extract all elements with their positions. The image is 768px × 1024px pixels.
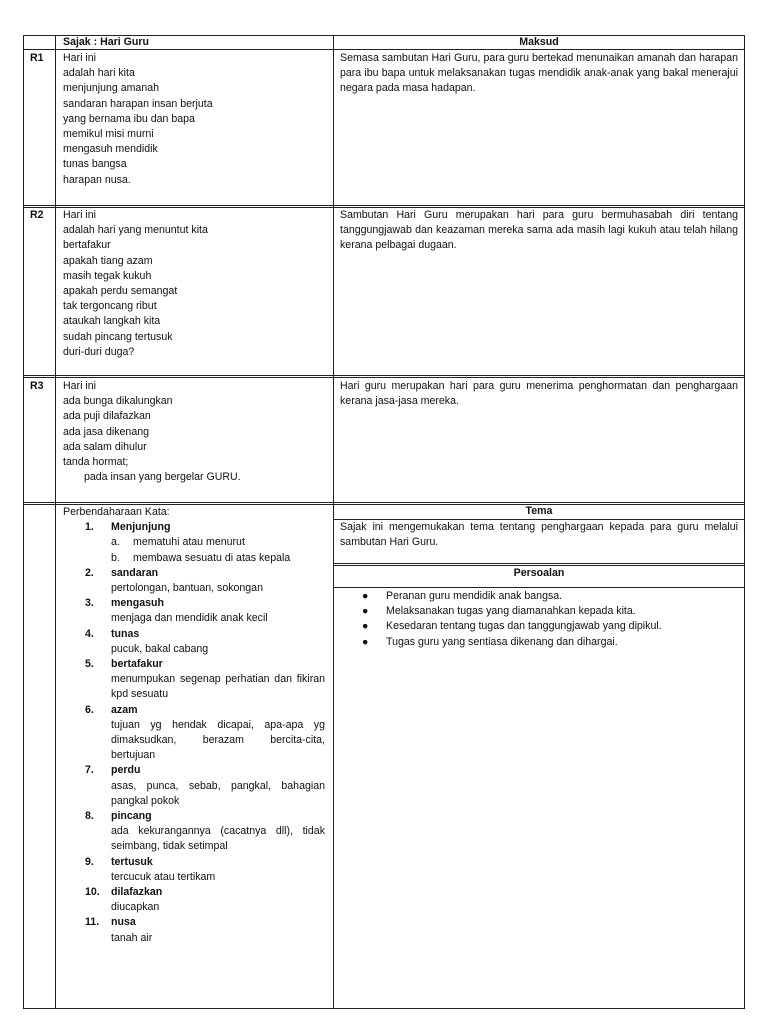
vocab-definition: menjaga dan mendidik anak kecil [111,612,268,625]
sub-text: membawa sesuatu di atas kepala [133,551,291,564]
vocab-term: sandaran [111,566,159,579]
vocab-number: 8. [85,810,94,823]
vocab-term: pincang [111,810,152,823]
vocab-term: dilafazkan [111,886,163,899]
vocab-item [63,703,325,764]
vocab-title: Perbendaharaan Kata: [63,506,170,518]
vocab-definition: pertolongan, bantuan, sokongan [111,582,263,595]
row-label-r2: R2 [30,209,44,221]
row-label-r3: R3 [30,380,44,392]
vocab-item [63,657,325,703]
stanza-r2 [63,208,208,360]
vocab-number: 3. [85,597,94,610]
border-line [23,502,745,503]
vocab-list [63,520,325,946]
persoalan-item [340,589,738,604]
poem-line: tunas bangsa [63,158,127,171]
meaning-r1: Semasa sambutan Hari Guru, para guru bertekad menunaikan amanah dan harapan para ibu bapa untuk melaksanakan tugas mendidik anak-anak yang bakal menerajui negara pada masa hadapan. [340,52,738,95]
vocab-definition: menumpukan segenap perhatian dan fikiran kpd sesuatu [111,673,325,701]
vocab-number: 2. [85,566,94,579]
poem-line: Hari ini [63,52,96,64]
poem-line: adalah hari kita [63,67,135,80]
poem-line: ada salam dihulur [63,440,147,453]
header-meaning: Maksud [519,36,559,48]
border-line [23,205,745,206]
vocab-definition: tercucuk atau tertikam [111,870,216,883]
poem-line: masih tegak kukuh [63,269,152,282]
vocab-item [63,520,325,566]
vocab-number: 11. [85,916,100,929]
sub-letter: a. [111,536,120,549]
persoalan-text: Peranan guru mendidik anak bangsa. [386,590,563,602]
poem-line: ataukah langkah kita [63,315,161,328]
poem-line: sudah pincang tertusuk [63,330,173,343]
poem-line: duri-duri duga? [63,345,135,358]
vocab-definition: asas, punca, sebab, pangkal, bahagian pangkal pokok [111,779,325,807]
poem-line: pada insan yang bergelar GURU. [84,471,241,484]
poem-line: apakah perdu semangat [63,285,178,298]
vocab-section [63,505,325,946]
vocab-term: Menjunjung [111,521,171,534]
vocab-term: azam [111,703,138,716]
poem-line: tak tergoncang ribut [63,300,157,313]
vocab-definition: tanah air [111,931,153,944]
vocab-item [63,915,325,945]
border-line [55,35,56,1009]
vocab-number: 5. [85,658,94,671]
vocab-sub-item [111,551,325,566]
poem-line: adalah hari yang menuntut kita [63,224,208,237]
poem-line: harapan nusa. [63,173,131,186]
bullet-icon: ● [362,620,369,633]
vocab-item [63,566,325,596]
poem-line: menjunjung amanah [63,82,160,95]
sub-text: mematuhi atau menurut [133,536,245,549]
vocab-item [63,763,325,809]
persoalan-text: Melaksanakan tugas yang diamanahkan kepada kita. [386,605,636,618]
poem-line: mengasuh mendidik [63,143,158,156]
sub-letter: b. [111,551,120,564]
vocab-term: perdu [111,764,141,777]
persoalan-item [340,604,738,619]
border-line [333,563,745,564]
vocab-definition: diucapkan [111,901,160,914]
vocab-number: 6. [85,703,94,716]
persoalan-text: Tugas guru yang sentiasa dikenang dan dihargai. [386,635,618,648]
poem-line: sandaran harapan insan berjuta [63,97,213,110]
border-line [23,35,24,1009]
vocab-definition: ada kekurangannya (cacatnya dll), tidak seimbang, tidak setimpal [111,825,325,853]
bullet-icon: ● [362,635,369,648]
persoalan-item [340,635,738,650]
vocab-number: 4. [85,627,94,640]
vocab-item [63,627,325,657]
vocab-item [63,809,325,855]
persoalan-title: Persoalan [513,567,565,579]
poem-line: tanda hormat; [63,456,129,469]
vocab-definition: tujuan yg hendak dicapai, apa-apa yg dimaksudkan, berazam bercita-cita, bertujuan [111,718,325,762]
vocab-definition: pucuk, bakal cabang [111,642,209,655]
tema-text: Sajak ini mengemukakan tema tentang penghargaan kepada para guru melalui sambutan Hari Guru. [340,521,738,549]
vocab-term: tertusuk [111,855,153,868]
vocab-number: 10. [85,886,100,899]
border-line [23,1008,745,1009]
poem-line: apakah tiang azam [63,254,153,267]
vocab-number: 1. [85,521,94,534]
vocab-item [63,855,325,885]
poem-line: ada jasa dikenang [63,425,149,438]
border-line [744,35,745,1009]
header-poem-title: Sajak : Hari Guru [63,36,149,48]
vocab-sub-list [111,535,325,565]
vocab-term: tunas [111,627,140,640]
vocab-item [63,596,325,626]
persoalan-item [340,619,738,634]
stanza-r1 [63,51,213,188]
vocab-term: bertafakur [111,658,163,671]
border-line [23,377,745,378]
vocab-sub-item [111,535,325,550]
poem-line: ada puji dilafazkan [63,410,151,423]
vocab-number: 7. [85,764,94,777]
vocab-item [63,885,325,915]
poem-line: Hari ini [63,380,96,392]
border-line [333,35,334,1009]
poem-line: yang bernama ibu dan bapa [63,112,195,125]
vocab-term: nusa [111,916,136,929]
meaning-r2: Sambutan Hari Guru merupakan hari para guru bermuhasabah diri tentang tanggungjawab dan keazaman mereka sama ada masih lagi kukuh atau telah hilang kerana pelbagai dugaan. [340,209,738,252]
bullet-icon: ● [362,590,369,602]
border-line [333,587,745,588]
persoalan-list [340,589,738,650]
vocab-term: mengasuh [111,597,164,610]
bullet-icon: ● [362,605,369,618]
meaning-r3: Hari guru merupakan hari para guru menerima penghormatan dan penghargaan kerana jasa-jasa mereka. [340,380,738,408]
poem-line: memikul misi murni [63,128,154,141]
persoalan-text: Kesedaran tentang tugas dan tanggungjawab yang dipikul. [386,620,662,633]
vocab-number: 9. [85,855,94,868]
stanza-r3 [63,379,241,485]
poem-line: Hari ini [63,209,96,221]
border-line [23,375,745,376]
tema-title: Tema [525,505,553,517]
poem-line: ada bunga dikalungkan [63,395,173,408]
poem-line: bertafakur [63,239,111,252]
row-label-r1: R1 [30,52,44,64]
